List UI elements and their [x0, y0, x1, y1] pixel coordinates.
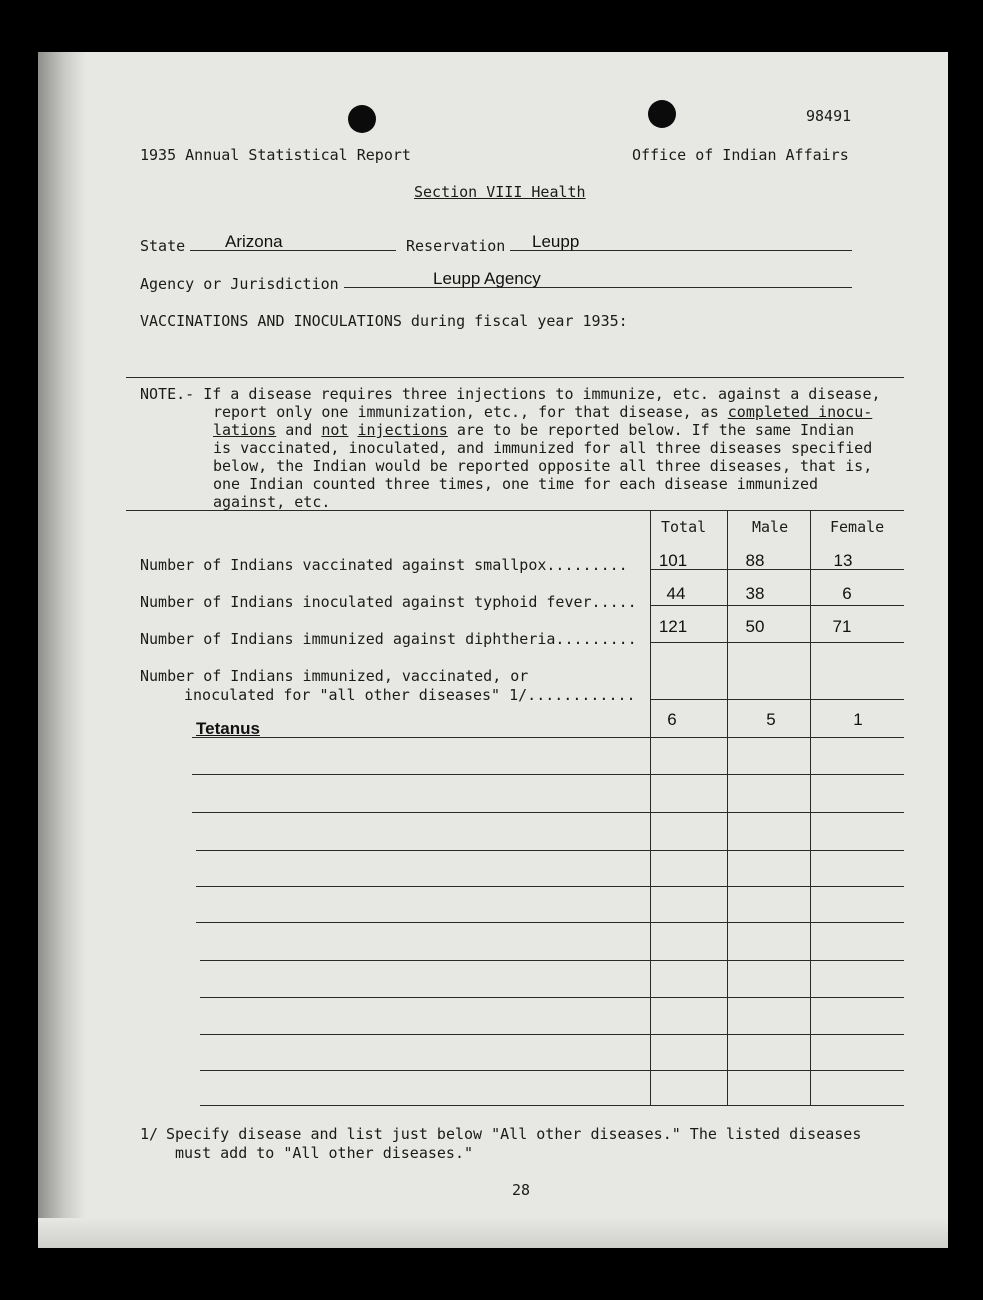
note-line-5: below, the Indian would be reported opposite all three diseases, that is, — [213, 457, 873, 475]
smallpox-male: 88 — [745, 551, 765, 570]
diphtheria-male: 50 — [745, 617, 765, 636]
punch-hole-right — [648, 100, 676, 128]
document-page — [38, 52, 948, 1248]
row-label-typhoid: Number of Indians inoculated against typhoid fever..... — [140, 593, 637, 611]
tetanus-female: 1 — [853, 710, 863, 729]
state-underline — [190, 250, 396, 251]
row-label-other-2: inoculated for "all other diseases" 1/............ — [184, 686, 636, 704]
table-row-rule — [650, 642, 904, 643]
reservation-value: Leupp — [532, 232, 580, 251]
note-text: are to be reported below. If the same Indian — [447, 421, 855, 439]
note-emphasis: lations — [213, 421, 277, 439]
note-top-rule — [126, 377, 904, 378]
state-label: State — [140, 237, 186, 255]
diphtheria-total: 121 — [658, 617, 688, 636]
page-number: 28 — [512, 1181, 531, 1199]
note-line-3 — [213, 421, 854, 439]
agency-underline — [344, 287, 852, 288]
typhoid-male: 38 — [745, 584, 765, 603]
table-row-rule — [650, 569, 904, 570]
punch-hole-left — [348, 105, 376, 133]
blank-entry-line — [196, 886, 904, 887]
note-line-6: one Indian counted three times, one time for each disease immunized — [213, 475, 819, 493]
blank-entry-line — [196, 922, 904, 923]
note-emphasis: injections — [357, 421, 448, 439]
agency-label: Agency or Jurisdiction — [140, 275, 339, 293]
agency-value: Leupp Agency — [433, 269, 541, 288]
blank-entry-line — [200, 960, 904, 961]
note-emphasis: completed inocu- — [727, 403, 873, 421]
table-top-rule — [126, 510, 904, 511]
section-title: Section VIII Health — [414, 183, 586, 201]
column-header-total: Total — [661, 518, 707, 536]
note-line-4: is vaccinated, inoculated, and immunized for all three diseases specified — [213, 439, 873, 457]
row-label-diphtheria: Number of Indians immunized against diphtheria......... — [140, 630, 637, 648]
note-text: and — [276, 421, 322, 439]
blank-entry-line — [200, 1070, 904, 1071]
state-value: Arizona — [225, 232, 283, 251]
table-row-rule — [650, 605, 904, 606]
note-text — [348, 421, 357, 439]
note-text: report only one immunization, etc., for that disease, as — [213, 403, 728, 421]
note-line-7: against, etc. — [213, 493, 331, 511]
row-label-smallpox: Number of Indians vaccinated against smallpox......... — [140, 556, 628, 574]
tetanus-total: 6 — [667, 710, 677, 729]
smallpox-female: 13 — [833, 551, 853, 570]
footnote-line-2: must add to "All other diseases." — [175, 1144, 474, 1162]
office-name: Office of Indian Affairs — [632, 146, 849, 164]
extra-disease-label: Tetanus — [196, 719, 260, 738]
row-label-other-1: Number of Indians immunized, vaccinated, or — [140, 667, 529, 685]
blank-entry-line — [192, 774, 904, 775]
typhoid-female: 6 — [842, 584, 852, 603]
blank-entry-line — [192, 812, 904, 813]
note-emphasis: not — [321, 421, 349, 439]
blank-entry-line — [200, 1034, 904, 1035]
tetanus-male: 5 — [766, 710, 776, 729]
blank-entry-line — [200, 1105, 904, 1106]
vaccinations-heading: VACCINATIONS AND INOCULATIONS during fiscal year 1935: — [140, 312, 628, 330]
report-title: 1935 Annual Statistical Report — [140, 146, 411, 164]
footnote-mark: 1/ — [140, 1125, 159, 1143]
blank-entry-line — [192, 737, 904, 738]
table-row-rule — [650, 699, 904, 700]
note-line-2 — [213, 403, 872, 421]
document-number: 98491 — [806, 107, 852, 125]
diphtheria-female: 71 — [832, 617, 852, 636]
typhoid-total: 44 — [666, 584, 686, 603]
column-header-female: Female — [830, 518, 885, 536]
blank-entry-line — [200, 997, 904, 998]
note-line-1: NOTE.- If a disease requires three injections to immunize, etc. against a disease, — [140, 385, 881, 403]
footnote-line-1: Specify disease and list just below "All other diseases." The listed diseases — [166, 1125, 862, 1143]
reservation-label: Reservation — [406, 237, 506, 255]
column-header-male: Male — [752, 518, 789, 536]
smallpox-total: 101 — [658, 551, 688, 570]
table-divider-3 — [810, 510, 811, 1106]
blank-entry-line — [196, 850, 904, 851]
